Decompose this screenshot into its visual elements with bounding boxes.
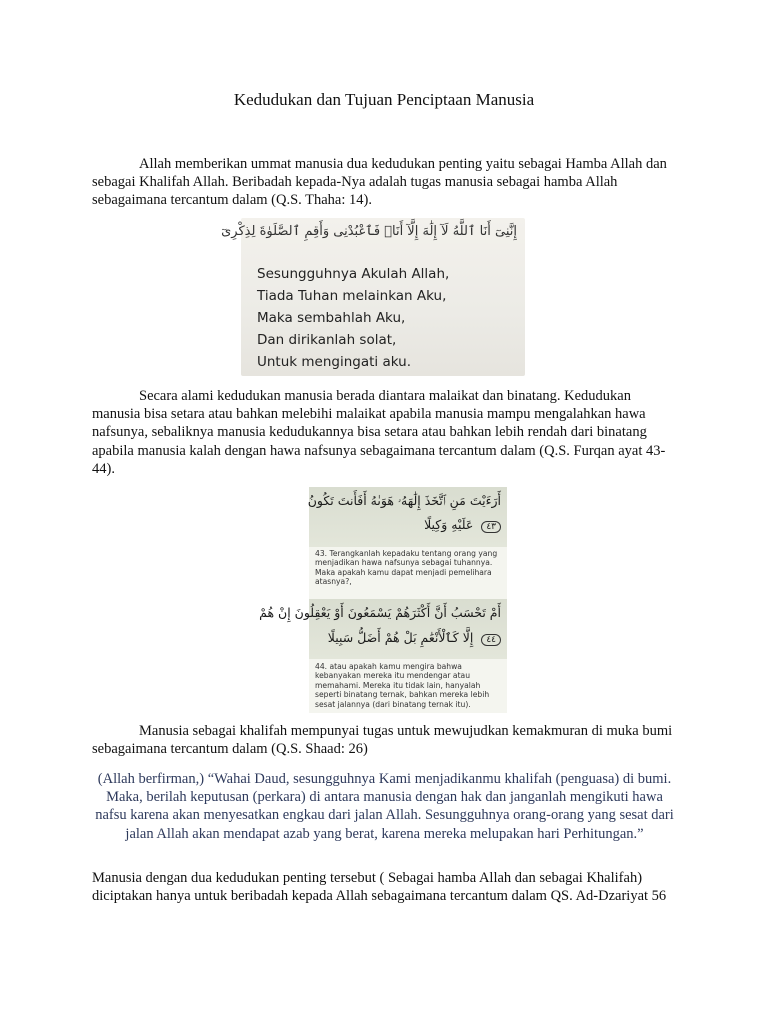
paragraph-khalifah: Manusia sebagai khalifah mempunyai tugas untuk mewujudkan kemakmuran di muka bumi sebagaimana tercantum dalam (Q.S. Shaad: 26) bbox=[92, 723, 673, 758]
quran-thaha-14-image bbox=[221, 218, 525, 376]
verse-43-arabic-line: أَرَءَيْتَ مَنِ ٱتَّخَذَ إِلَٰهَهُۥ هَوَىٰهُ أَفَأَنتَ تَكُونُ bbox=[307, 493, 501, 508]
paragraph-kedudukan-alami: Secara alami kedudukan manusia berada diantara malaikat dan binatang. Kedudukan manusia bisa setara atau bahkan melebihi malaikat apabila manusia mampu mengalahkan hawa nafsunya, sebaliknya manusia kedudukannya bisa setara atau bahkan lebih rendah dari binatang apabila manusia kalah dengan hawa nafsunya sebagaimana tercantum dalam (Q.S. Furqan ayat 43-44). bbox=[92, 388, 666, 477]
paragraph-tujuan-penciptaan: Manusia dengan dua kedudukan penting tersebut ( Sebagai hamba Allah dan sebagai Khalifah) diciptakan hanya untuk beribadah kepada Allah sebagaimana tercantum dalam QS. Ad-Dzariyat 56 bbox=[92, 870, 667, 905]
verse-43-translation: 43. Terangkanlah kepadaku tentang orang yang menjadikan hawa nafsunya sebagai tuhannya. Maka apakah kamu dapat menjadi pemelihara atasnya?, bbox=[315, 549, 498, 587]
verse-43-arabic-line bbox=[315, 517, 501, 533]
thaha-translation-line: Sesungguhnya Akulah Allah, bbox=[257, 266, 450, 282]
thaha-14-arabic-text: إِنَّنِىٓ أَنَا ٱللَّهُ لَآ إِلَٰهَ إِلَّآ أَنَا۠ فَٱعْبُدْنِى وَأَقِمِ ٱلصَّلَوٰةَ لِذِكْرِىٓ bbox=[221, 224, 517, 239]
verse-44-arabic-line: أَمْ تَحْسَبُ أَنَّ أَكْثَرَهُمْ يَسْمَعُونَ أَوْ يَعْقِلُونَ إِنْ هُمْ bbox=[259, 605, 501, 620]
verse-43-arabic-end: عَلَيْهِ وَكِيلًا bbox=[424, 517, 474, 532]
page-title: Kedudukan dan Tujuan Penciptaan Manusia bbox=[233, 90, 535, 109]
thaha-translation-line: Untuk mengingati aku. bbox=[257, 354, 411, 370]
thaha-translation-line: Tiada Tuhan melainkan Aku, bbox=[257, 288, 447, 304]
verse-44-arabic-line bbox=[315, 630, 501, 646]
quran-furqan-43-44-image bbox=[259, 487, 507, 713]
shaad-26-quote: (Allah berfirman,) “Wahai Daud, sesungguhnya Kami menjadikanmu khalifah (penguasa) di bumi. Maka, berilah keputusan (perkara) di antara manusia dengan hak dan janganlah mengikuti hawa nafsu karena akan menyesatkan engkau dari jalan Allah. Sesungguhnya orang-orang yang sesat dari jalan Allah akan mendapat azab yang berat, karena mereka melupakan hari Perhitungan.” bbox=[95, 771, 674, 842]
thaha-translation-line: Dan dirikanlah solat, bbox=[257, 332, 397, 348]
thaha-translation-line: Maka sembahlah Aku, bbox=[257, 310, 406, 326]
verse-44-translation: 44. atau apakah kamu mengira bahwa kebanyakan mereka itu mendengar atau memahami. Mereka itu tidak lain, hanyalah seperti binatang ternak, bahkan mereka lebih sesat jalannya (dari binatang ternak itu). bbox=[315, 662, 490, 709]
verse-43-number: ٤٣ bbox=[481, 521, 501, 533]
verse-44-arabic-end: إِلَّا كَٱلْأَنْعَٰمِ بَلْ هُمْ أَضَلُّ سَبِيلًا bbox=[327, 630, 474, 645]
verse-44-number: ٤٤ bbox=[481, 634, 501, 646]
paragraph-hamba-allah: Allah memberikan ummat manusia dua kedudukan penting yaitu sebagai Hamba Allah dan sebagai Khalifah Allah. Beribadah kepada-Nya adalah tugas manusia sebagai hamba Allah sebagaimana tercantum dalam (Q.S. Thaha: 14). bbox=[92, 156, 667, 209]
